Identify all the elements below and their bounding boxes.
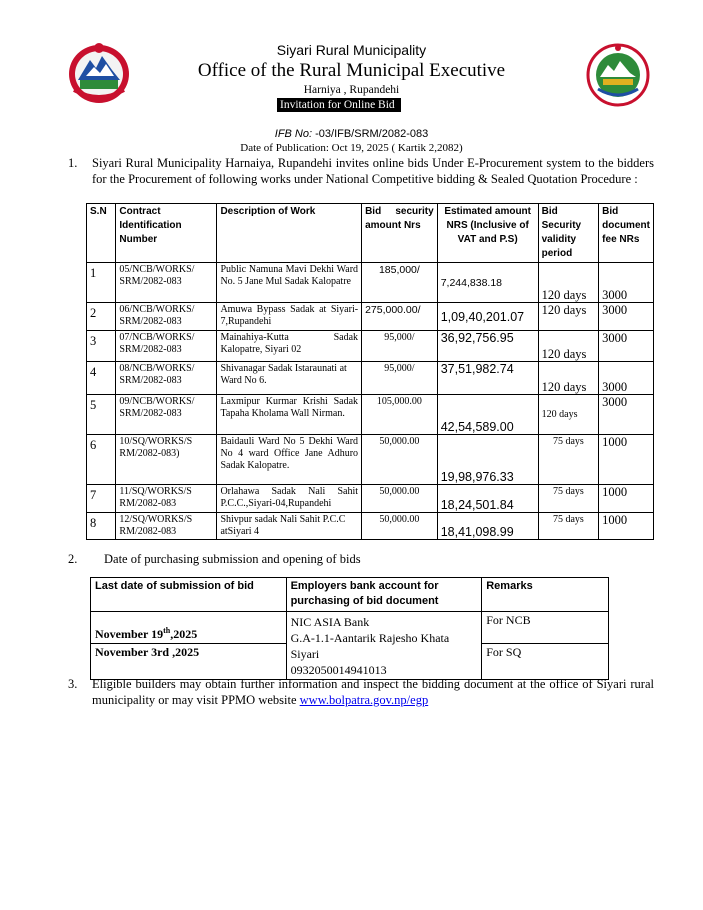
table-row bbox=[87, 331, 654, 362]
item-1-text: Siyari Rural Municipality Harnaiya, Rupandehi invites online bids Under E-Procurement system to the bidders for the Procurement of following works under National Competitive bidding & Sealed Quotation Procedure : bbox=[92, 156, 654, 186]
cell-description: Shivpur sadak Nali Sahit P.C.C atSiyari 4 bbox=[217, 513, 362, 540]
item-3-number: 3. bbox=[68, 677, 78, 691]
cell-security: 185,000/ bbox=[362, 263, 438, 303]
cell-contract: 08/NCB/WORKS/ SRM/2082-083 bbox=[116, 362, 217, 395]
item-3-paragraph bbox=[92, 677, 654, 708]
publication-date: Date of Publication: Oct 19, 2025 ( Kartik 2,2082) bbox=[240, 142, 463, 154]
invitation-banner: Invitation for Online Bid bbox=[277, 98, 401, 112]
header-remarks: Remarks bbox=[482, 578, 609, 612]
item-3-text: Eligible builders may obtain further information and inspect the bidding document at the office of Siyari rural municipality or may visit PPMO website bbox=[92, 677, 654, 707]
cell-sn: 4 bbox=[87, 362, 116, 395]
cell-contract: 06/NCB/WORKS/ SRM/2082-083 bbox=[116, 303, 217, 331]
cell-fee: 3000 bbox=[599, 263, 654, 303]
cell-remark-ncb: For NCB bbox=[482, 612, 609, 644]
cell-description: Baidauli Ward No 5 Dekhi Ward No 4 ward Office Jane Adhuro Sadak Kalopatre. bbox=[217, 435, 362, 485]
cell-estimated: 19,98,976.33 bbox=[437, 435, 538, 485]
cell-security: 50,000.00 bbox=[362, 513, 438, 540]
header-description: Description of Work bbox=[217, 204, 362, 263]
header-security: Bid security amount Nrs bbox=[362, 204, 438, 263]
cell-description: Public Namuna Mavi Dekhi Ward No. 5 Jane Mul Sadak Kalopatre bbox=[217, 263, 362, 303]
header-fee: Bid document fee NRs bbox=[599, 204, 654, 263]
ifb-value: -03/IFB/SRM/2082-083 bbox=[312, 128, 429, 140]
cell-description: Laxmipur Kurmar Krishi Sadak Tapaha Kholama Wall Nirman. bbox=[217, 395, 362, 435]
cell-description: Amuwa Bypass Sadak at Siyari-7,Rupandehi bbox=[217, 303, 362, 331]
cell-fee: 1000 bbox=[599, 485, 654, 513]
cell-contract: 09/NCB/WORKS/ SRM/2082-083 bbox=[116, 395, 217, 435]
cell-date-sq: November 3rd ,2025 bbox=[91, 643, 287, 679]
cell-fee: 1000 bbox=[599, 435, 654, 485]
cell-estimated: 36,92,756.95 bbox=[437, 331, 538, 362]
cell-validity: 75 days bbox=[538, 513, 599, 540]
cell-sn: 1 bbox=[87, 263, 116, 303]
cell-validity: 120 days bbox=[538, 362, 599, 395]
cell-sn: 5 bbox=[87, 395, 116, 435]
ifb-number bbox=[0, 128, 703, 140]
cell-contract: 10/SQ/WORKS/S RM/2082-083) bbox=[116, 435, 217, 485]
cell-security: 95,000/ bbox=[362, 331, 438, 362]
cell-fee: 1000 bbox=[599, 513, 654, 540]
cell-contract: 12/SQ/WORKS/S RM/2082-083 bbox=[116, 513, 217, 540]
table-row bbox=[87, 303, 654, 331]
cell-security: 105,000.00 bbox=[362, 395, 438, 435]
header-sn: S.N bbox=[87, 204, 116, 263]
header-bank-account: Employers bank account for purchasing of bid document bbox=[286, 578, 482, 612]
header-validity: Bid Security validity period bbox=[538, 204, 599, 263]
bank-name: NIC ASIA Bank bbox=[290, 615, 370, 629]
cell-estimated: 42,54,589.00 bbox=[437, 395, 538, 435]
cell-description: Mainahiya-Kutta Sadak Kalopatre, Siyari 02 bbox=[217, 331, 362, 362]
cell-description: Shivanagar Sadak Istaraunati at Ward No 6. bbox=[217, 362, 362, 395]
office-name: Office of the Rural Municipal Executive bbox=[197, 60, 506, 81]
header-last-date: Last date of submission of bid bbox=[91, 578, 287, 612]
cell-fee: 3000 bbox=[599, 303, 654, 331]
submission-table bbox=[90, 577, 609, 680]
header-contract: Contract Identification Number bbox=[116, 204, 217, 263]
cell-contract: 11/SQ/WORKS/S RM/2082-083 bbox=[116, 485, 217, 513]
submission-header-row bbox=[91, 578, 609, 612]
cell-estimated: 18,41,098.99 bbox=[437, 513, 538, 540]
item-1-number: 1. bbox=[68, 156, 78, 170]
table-row bbox=[87, 263, 654, 303]
date-ncb-year: ,2025 bbox=[170, 626, 198, 641]
cell-validity: 120 days bbox=[538, 303, 599, 331]
cell-bank-account bbox=[286, 612, 482, 680]
bank-account-name: G.A-1.1-Aantarik Rajesho Khata bbox=[290, 631, 450, 645]
municipality-name: Siyari Rural Municipality bbox=[276, 42, 427, 58]
ifb-label: IFB No: bbox=[274, 128, 313, 140]
table-row bbox=[87, 485, 654, 513]
bank-account-number: 0932050014941013 bbox=[290, 663, 387, 677]
table-row bbox=[87, 435, 654, 485]
cell-fee: 3000 bbox=[599, 331, 654, 362]
cell-sn: 2 bbox=[87, 303, 116, 331]
cell-validity: 120 days bbox=[538, 395, 599, 435]
cell-sn: 8 bbox=[87, 513, 116, 540]
cell-remark-sq: For SQ bbox=[482, 643, 609, 679]
cell-validity: 75 days bbox=[538, 435, 599, 485]
cell-estimated: 37,51,982.74 bbox=[437, 362, 538, 395]
bank-branch: Siyari bbox=[290, 647, 320, 661]
cell-contract: 07/NCB/WORKS/ SRM/2082-083 bbox=[116, 331, 217, 362]
table-row bbox=[87, 513, 654, 540]
item-2-text: Date of purchasing submission and opening of bids bbox=[104, 552, 361, 566]
cell-date-ncb bbox=[91, 612, 287, 644]
cell-security: 95,000/ bbox=[362, 362, 438, 395]
cell-description: Orlahawa Sadak Nali Sahit P.C.C.,Siyari-04,Rupandehi bbox=[217, 485, 362, 513]
date-ncb-text: November 19 bbox=[95, 626, 164, 641]
cell-validity: 120 days bbox=[538, 263, 599, 303]
header-estimated: Estimated amount NRS (Inclusive of VAT and P.S) bbox=[437, 204, 538, 263]
table-row bbox=[87, 395, 654, 435]
office-location: Harniya , Rupandehi bbox=[303, 84, 400, 96]
cell-security: 50,000.00 bbox=[362, 485, 438, 513]
cell-estimated: 1,09,40,201.07 bbox=[437, 303, 538, 331]
cell-validity: 75 days bbox=[538, 485, 599, 513]
cell-fee: 3000 bbox=[599, 395, 654, 435]
cell-estimated: 7,244,838.18 bbox=[437, 263, 538, 303]
item-2-number: 2. bbox=[68, 552, 78, 566]
cell-estimated: 18,24,501.84 bbox=[437, 485, 538, 513]
cell-contract: 05/NCB/WORKS/ SRM/2082-083 bbox=[116, 263, 217, 303]
table-row bbox=[87, 362, 654, 395]
cell-sn: 7 bbox=[87, 485, 116, 513]
cell-security: 50,000.00 bbox=[362, 435, 438, 485]
cell-sn: 3 bbox=[87, 331, 116, 362]
cell-security: 275,000.00/ bbox=[362, 303, 438, 331]
cell-sn: 6 bbox=[87, 435, 116, 485]
works-table bbox=[86, 203, 654, 540]
works-table-header-row bbox=[87, 204, 654, 263]
date-ncb-suffix: th bbox=[163, 625, 171, 635]
ppmo-website-link[interactable]: www.bolpatra.gov.np/egp bbox=[299, 692, 429, 707]
cell-validity: 120 days bbox=[538, 331, 599, 362]
submission-row-ncb bbox=[91, 612, 609, 644]
cell-fee: 3000 bbox=[599, 362, 654, 395]
